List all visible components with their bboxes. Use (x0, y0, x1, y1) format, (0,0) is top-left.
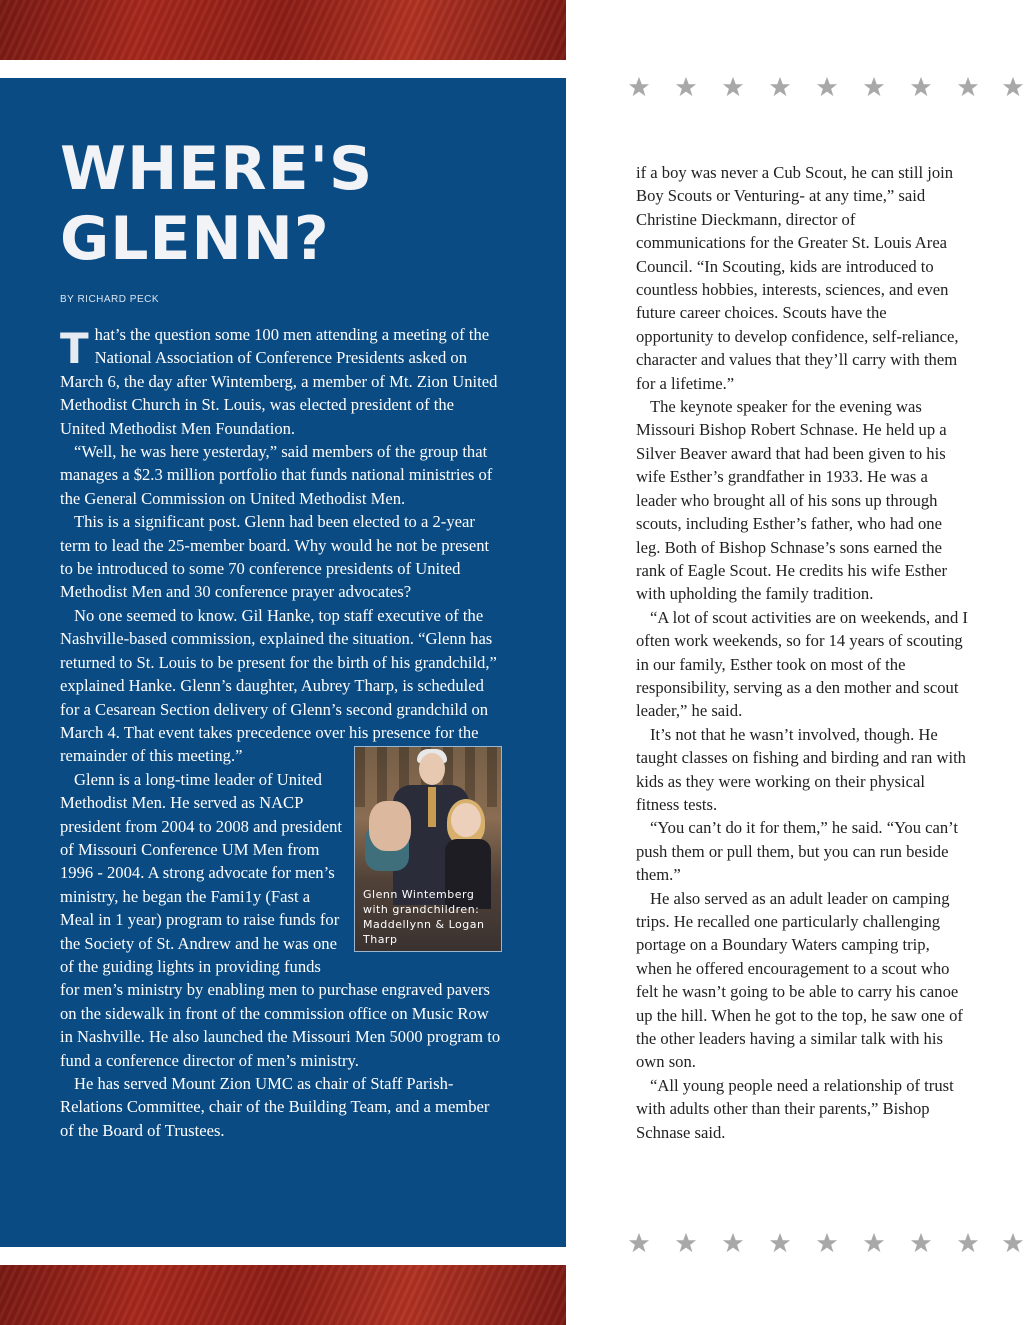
paragraph: He has served Mount Zion UMC as chair of Staff Parish-Relations Committee, chair of the Building Team, and a member of the Board of Trustees. (60, 1074, 490, 1140)
family-photo (354, 746, 502, 952)
left-column (60, 323, 502, 1142)
star-icon (675, 76, 697, 98)
paragraph: “A lot of scout activities are on weekends, and I often work weekends, so for 14 years of scouting in our family, Esther took on most of the responsibility, serving as a den mother and scout leader,” he said. (636, 607, 968, 721)
paragraph: Glenn is a long-time leader of United Methodist Men. He served as NACP president from 2004 to 2008 and president of Missouri Conference UM Men from 1996 - 2004. A strong advocate for men’s ministry, he began the Fami1y (Fast a Meal in 1 year) program to raise funds for the Society of St. Andrew and he was one of the guiding lights in providing funds for men’s ministry by enabling men to purchase engraved pavers on the sidewalk in front of the commission office on Music Row in Nashville. He also launched the Missouri Men 5000 program to fund a conference director of men’s ministry. (60, 769, 501, 1070)
star-icon (1002, 1232, 1024, 1254)
paragraph-text: No one seemed to know. Gil Hanke, top staff executive of the Nashville-based commission, explained the situation. “Glenn has returned to St. Louis to be present for the birth of his grandchild,” explained Hanke. Glenn’s daughter, Aubrey Tharp, is scheduled for a Cesarean Section delivery of Glenn’s second grandchild on March 4. That event takes precedence over his presence for the remainder of this meeting.” (60, 605, 497, 766)
paragraph-text: hat’s the question some 100 men attending a meeting of the National Association of Conference Presidents asked on March 6, the day after Wintemberg, a member of Mt. Zion United Methodist Church in St. Louis, was elected president of the United Methodist Men Foundation. (60, 325, 498, 438)
star-icon (628, 76, 650, 98)
paragraph: This is a significant post. Glenn had been elected to a 2-year term to lead the 25-member board. Why would he not be present to be introduced to some 70 conference presidents of United Methodist Men and 30 conference prayer advocates? (60, 512, 490, 602)
drop-cap: T (60, 324, 89, 373)
star-icon (722, 1232, 744, 1254)
photo-caption: Glenn Wintemberg with grandchildren: Maddellynn & Logan Tharp (363, 887, 485, 946)
top-red-band (0, 0, 566, 60)
paragraph: It’s not that he wasn’t involved, though. He taught classes on fishing and birding and ran with kids as they were working on their physical fitness tests. (636, 724, 966, 814)
paragraph: “Well, he was here yesterday,” said members of the group that manages a $2.3 million portfolio that funds national ministries of the General Commission on United Methodist Men. (60, 442, 493, 508)
star-icon (863, 76, 885, 98)
star-icon (816, 76, 838, 98)
star-icon (910, 1232, 932, 1254)
star-icon (1002, 76, 1024, 98)
paragraph: if a boy was never a Cub Scout, he can still join Boy Scouts or Venturing- at any time,” said Christine Dieckmann, director of communications for the Greater St. Louis Area Council. “In Scouting, kids are introduced to countless hobbies, interests, sciences, and even future career choices. Scouts have the opportunity to develop confidence, self-reliance, character and values that they’ll carry with them for a lifetime.” (636, 163, 959, 393)
paragraph-with-photo (60, 604, 502, 768)
paragraph: “You can’t do it for them,” he said. “You can’t push them or pull them, but you can run beside them.” (636, 818, 959, 885)
paragraph: He also served as an adult leader on camping trips. He recalled one particularly challenging portage on a Boundary Waters camping trip, when he offered encouragement to a scout who felt he wasn’t going to be able to carry his canoe up the hill. When he got to the top, he saw one of the other leaders having a similar talk with his own son. (636, 888, 963, 1072)
star-icon (769, 76, 791, 98)
star-icon (910, 76, 932, 98)
paragraph: “All young people need a relationship of trust with adults other than their parents,” Bishop Schnase said. (636, 1075, 954, 1142)
star-icon (675, 1232, 697, 1254)
paragraph: The keynote speaker for the evening was Missouri Bishop Robert Schnase. He held up a Silver Beaver award that had been given to his wife Esther’s grandfather in 1933. He was a leader who brought all of his sons up through scouts, including Esther’s father, who had one leg. Both of Bishop Schnase’s sons earned the rank of Eagle Scout. He credits his wife Esther with upholding the family tradition. (636, 397, 948, 604)
article-headline: WHERE'S GLENN? (60, 134, 374, 274)
star-icon (628, 1232, 650, 1254)
bottom-red-band (0, 1265, 566, 1325)
star-icon (957, 1232, 979, 1254)
top-star-row (628, 76, 1024, 100)
star-icon (957, 76, 979, 98)
star-icon (769, 1232, 791, 1254)
bottom-star-row (628, 1232, 1024, 1256)
star-icon (722, 76, 744, 98)
byline: BY RICHARD PECK (60, 294, 160, 305)
star-icon (816, 1232, 838, 1254)
intro-paragraph (60, 323, 502, 440)
star-icon (863, 1232, 885, 1254)
right-column (636, 161, 968, 1144)
